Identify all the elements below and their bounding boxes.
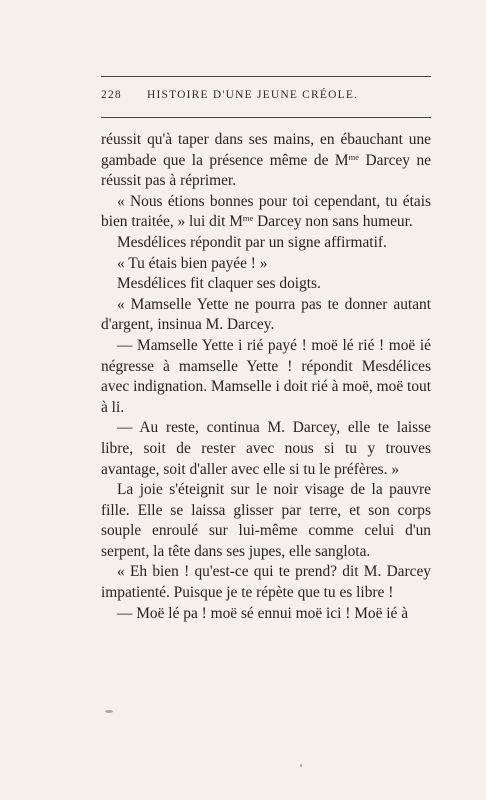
superscript-abbrev: me: [348, 151, 359, 162]
running-title: HISTOIRE D'UNE JEUNE CRÉOLE.: [147, 89, 359, 101]
paragraph: « Eh bien ! qu'est-ce qui te prend? dit M. Darcey impatienté. Puisque je te répète que tu es libre !: [101, 563, 431, 602]
ink-speck: [300, 764, 302, 767]
paragraph: « Tu étais bien payée ! »: [117, 254, 268, 272]
header-top-rule: [101, 76, 431, 77]
paragraph: Mesdélices fit claquer ses doigts.: [117, 275, 321, 293]
paragraph: réussit qu'à taper dans ses mains, en ébauchant une gambade que la présence même de $M^{me}$ Darcey ne réussit pas à réprimer.: [101, 131, 431, 190]
paragraph: — Moë lé pa ! moë sé ennui moë ici ! Moë ié à: [117, 604, 409, 622]
superscript-abbrev: me: [242, 213, 254, 224]
paragraph: « Nous étions bonnes pour toi cependant, tu étais bien traitée, » lui dit $M^{me}$ Darcey non sans humeur.: [101, 192, 431, 231]
paragraph: Mesdélices répondit par un signe affirmatif.: [117, 233, 387, 251]
paragraph: La joie s'éteignit sur le noir visage de la pauvre fille. Elle se laissa glisser par terre, et son corps souple enroulé sur lui-même comme celui d'un serpent, la tête dans ses jupes, elle sanglota.: [101, 481, 431, 560]
paragraph: « Mamselle Yette ne pourra pas te donner autant d'argent, insinua M. Darcey.: [101, 295, 431, 334]
paragraph: — Mamselle Yette i rié payé ! moë lé rié ! moë ié négresse à mamselle Yette ! répondit Mesdélices avec indignation. Mamselle i doit rié à moë, moë tout à li.: [101, 336, 431, 416]
page-number: 228: [101, 89, 122, 101]
body-text: [101, 130, 431, 624]
paragraph: — Au reste, continua M. Darcey, elle te laisse libre, soit de rester avec nous si tu y trouves avantage, soit d'aller avec elle si tu le préfères. »: [101, 419, 431, 478]
ink-speck: [105, 710, 113, 713]
header-bottom-rule: [101, 117, 431, 118]
